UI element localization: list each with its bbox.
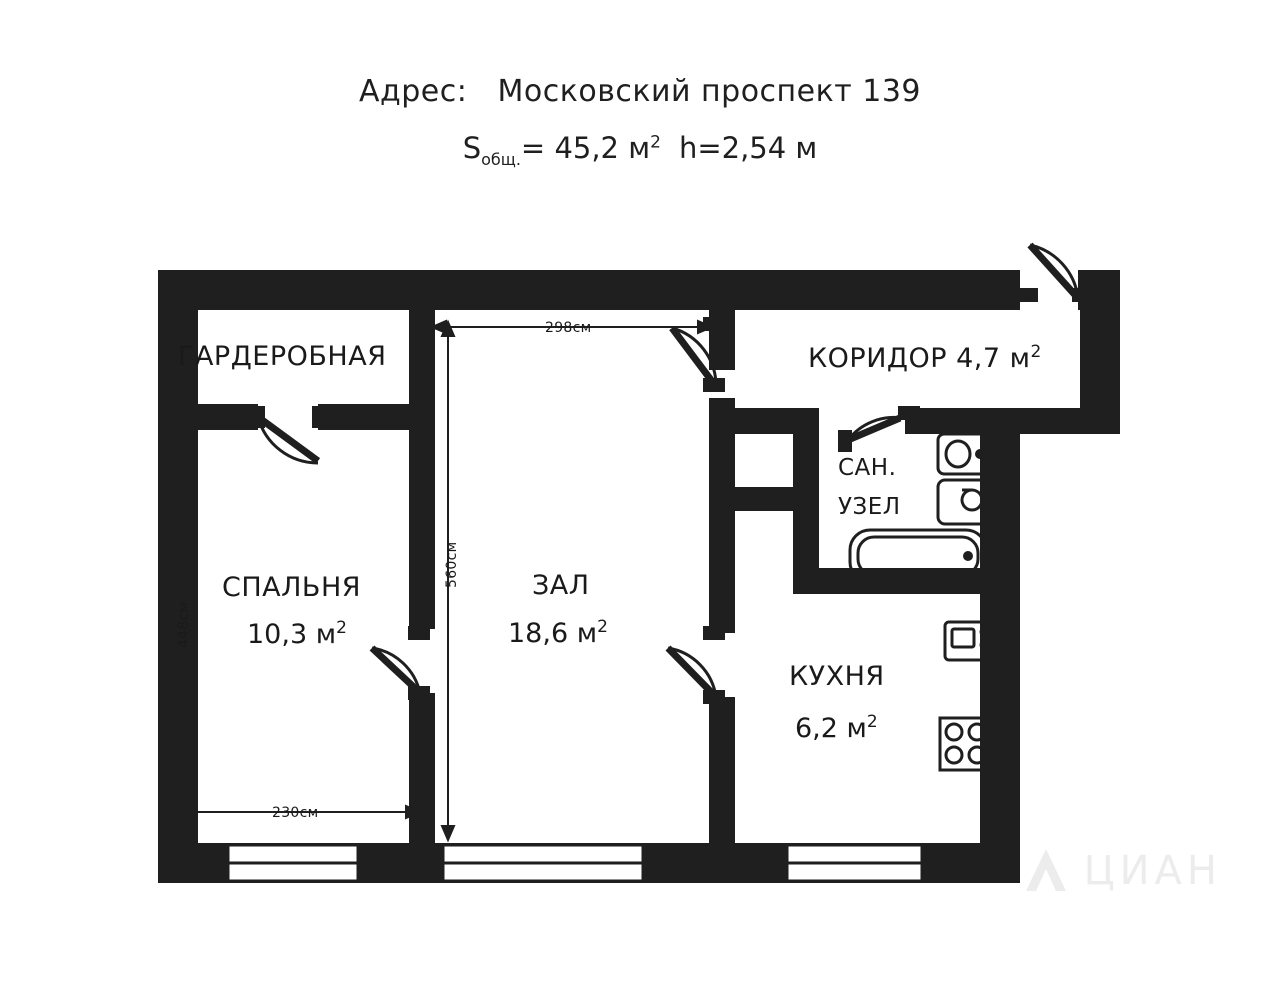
address-value: Московский проспект 139 (497, 74, 922, 109)
room-area-bedroom: 10,3 $м^2$ (247, 618, 347, 650)
area-superscript: 2 (650, 132, 661, 153)
room-label-bathroom-line1: САН. (838, 455, 897, 481)
room-label-hall: ЗАЛ (532, 570, 590, 601)
area-subscript: общ. (481, 149, 521, 169)
room-label-corridor: КОРИДОР 4,7 $м^2$ (808, 342, 1042, 374)
room-area-kitchen: 6,2 $м^2$ (795, 712, 878, 744)
ceiling-height: h=2,54 м (678, 131, 818, 165)
room-label-bedroom: СПАЛЬНЯ (222, 572, 362, 603)
dimension-label-bedroom-width: 230см (272, 805, 319, 821)
dimension-label-bedroom-height: 448см (176, 601, 192, 648)
dimension-label-hall-height: 560см (444, 541, 460, 588)
watermark-text: ЦИАН (1083, 848, 1222, 894)
room-label-wardrobe: ГАРДЕРОБНАЯ (178, 341, 387, 372)
room-area-hall: 18,6 $м^2$ (508, 617, 608, 649)
dimension-label-top: 298см (545, 320, 592, 336)
room-label-bathroom-line2: УЗЕЛ (838, 494, 901, 520)
area-value: = 45,2 м (520, 131, 651, 165)
address-label: Адрес: (358, 74, 468, 109)
room-label-kitchen: КУХНЯ (789, 661, 885, 692)
area-symbol: S (462, 131, 482, 165)
